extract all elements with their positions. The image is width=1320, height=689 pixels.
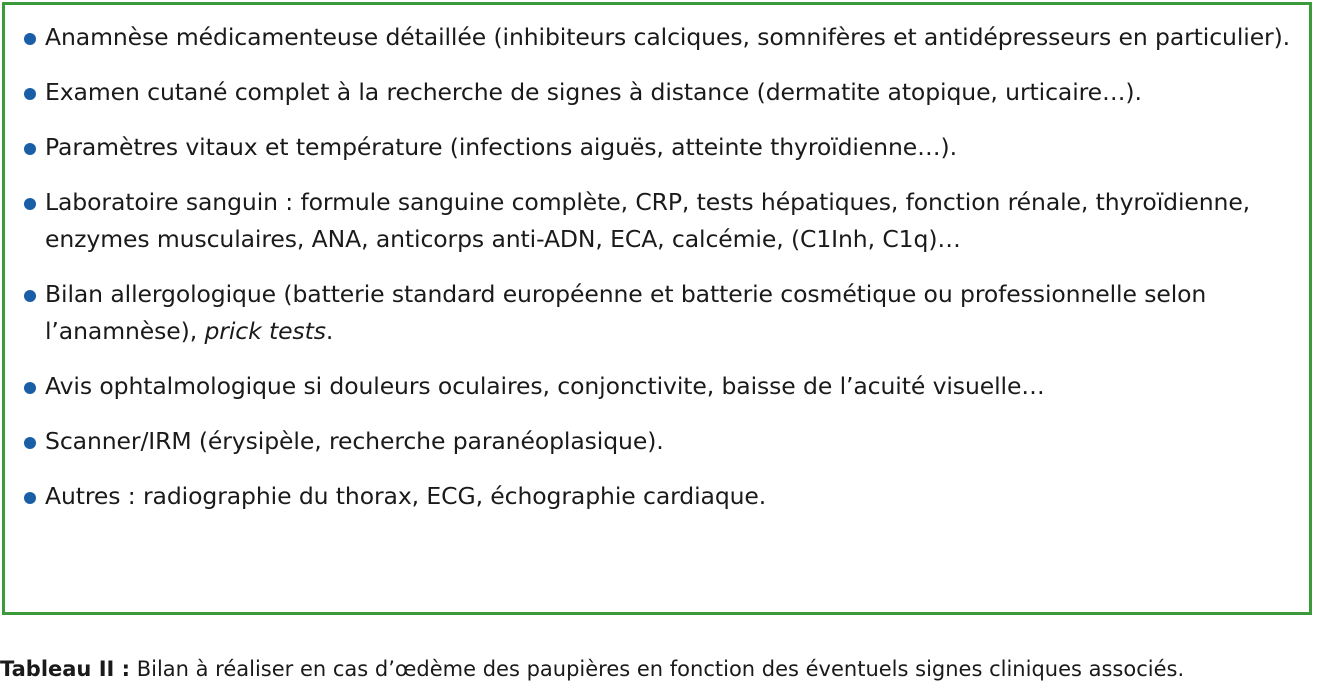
list-item	[5, 19, 1311, 56]
table-caption	[0, 655, 1320, 683]
list-item	[5, 129, 1311, 166]
item-text: Avis ophtalmologique si douleurs oculaires, conjonctivite, baisse de l’acuité visuelle…	[45, 372, 1045, 400]
item-italic-text: prick tests	[204, 317, 326, 345]
bullet-icon	[24, 290, 36, 302]
bullet-icon	[24, 437, 36, 449]
exam-list	[5, 19, 1311, 533]
bullet-icon	[24, 33, 36, 45]
item-tail-text: .	[325, 317, 334, 345]
item-text: Laboratoire sanguin : formule sanguine complète, CRP, tests hépatiques, fonction rénale, thyroïdienne, enzymes musculaires, ANA, anticorps anti-ADN, ECA, calcémie, (C1Inh, C1q)…	[45, 188, 1251, 253]
item-text: Autres : radiographie du thorax, ECG, échographie cardiaque.	[45, 482, 767, 510]
item-text: Scanner/IRM (érysipèle, recherche paranéoplasique).	[45, 427, 664, 455]
list-item	[5, 74, 1311, 111]
list-item	[5, 184, 1311, 258]
bullet-icon	[24, 492, 36, 504]
caption-lead: Tableau II :	[0, 657, 131, 681]
list-item	[5, 478, 1311, 515]
item-text: Bilan allergologique (batterie standard européenne et batterie cosmétique ou professionnelle selon l’anamnèse),	[45, 280, 1207, 345]
item-text: Examen cutané complet à la recherche de signes à distance (dermatite atopique, urticaire…).	[45, 78, 1142, 106]
list-item	[5, 368, 1311, 405]
bullet-icon	[24, 198, 36, 210]
list-item	[5, 423, 1311, 460]
list-item	[5, 276, 1311, 350]
table-box	[2, 2, 1312, 615]
bullet-icon	[24, 382, 36, 394]
bullet-icon	[24, 143, 36, 155]
item-text: Anamnèse médicamenteuse détaillée (inhibiteurs calciques, somnifères et antidépresseurs en particulier).	[45, 23, 1291, 51]
caption-text: Bilan à réaliser en cas d’œdème des paupières en fonction des éventuels signes cliniques associés.	[130, 657, 1185, 681]
item-text: Paramètres vitaux et température (infections aiguës, atteinte thyroïdienne…).	[45, 133, 957, 161]
bullet-icon	[24, 88, 36, 100]
